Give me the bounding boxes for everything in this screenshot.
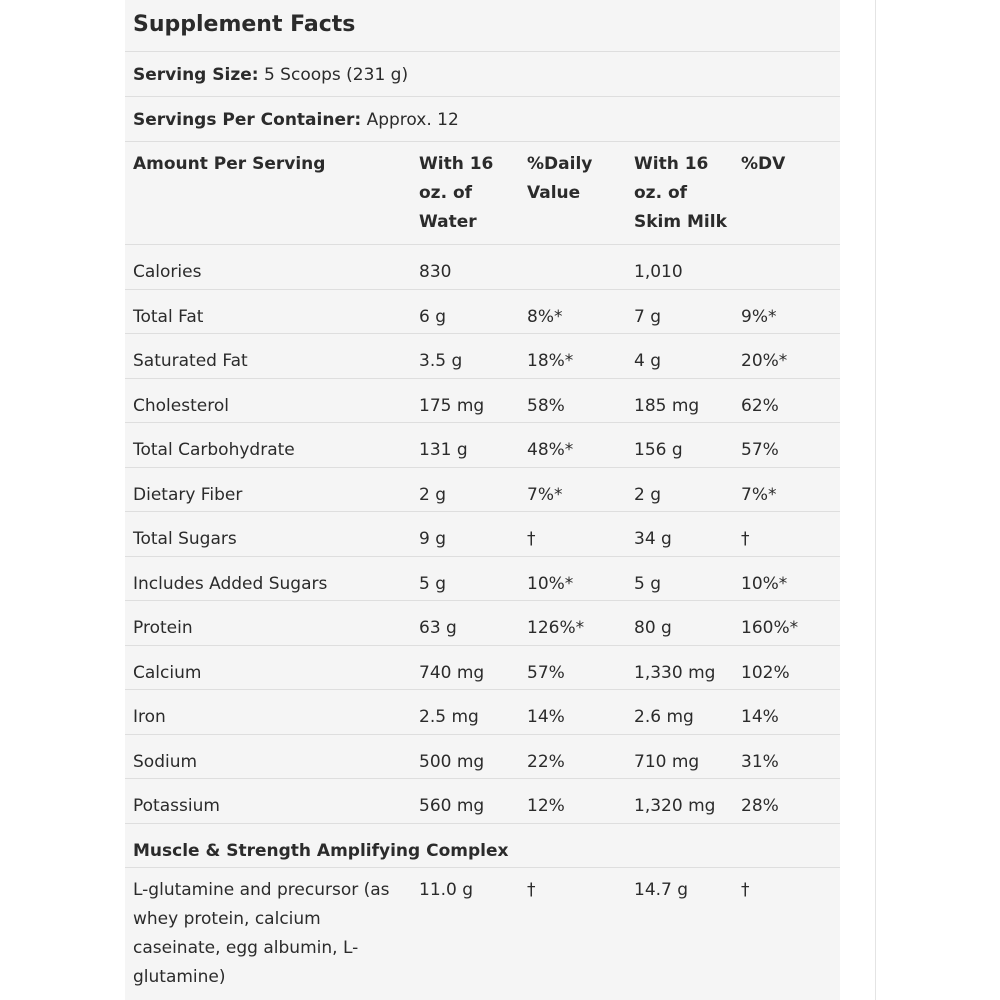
- header-amount-per-serving: Amount Per Serving: [133, 154, 326, 174]
- nutrient-name: Calcium: [133, 662, 202, 683]
- nutrient-rows: [125, 245, 840, 824]
- water-daily-value: 8%*: [527, 306, 563, 327]
- complex-milk-amount: 14.7 g: [634, 880, 689, 900]
- page-divider: [875, 0, 876, 1000]
- table-row: [125, 557, 840, 602]
- water-daily-value: †: [527, 529, 536, 549]
- table-row: [125, 690, 840, 735]
- milk-daily-value: 20%*: [741, 351, 788, 371]
- table-row: [125, 379, 840, 424]
- nutrient-name: Potassium: [133, 796, 220, 816]
- milk-daily-value: 9%*: [741, 306, 777, 327]
- nutrient-name: Dietary Fiber: [133, 484, 243, 505]
- water-amount: 500 mg: [419, 751, 485, 772]
- water-amount: 175 mg: [419, 395, 485, 416]
- water-amount: 560 mg: [419, 796, 485, 816]
- water-amount: 131 g: [419, 440, 468, 460]
- header-with-water: With 16 oz. of Water: [419, 154, 494, 232]
- milk-daily-value: 10%*: [741, 573, 788, 594]
- milk-amount: 5 g: [634, 573, 662, 594]
- table-row: [125, 601, 840, 646]
- header-daily-value: %Daily Value: [527, 154, 593, 203]
- nutrient-name: Cholesterol: [133, 395, 229, 416]
- servings-per-container-text: [133, 110, 459, 130]
- nutrient-name: Total Carbohydrate: [133, 440, 295, 460]
- nutrient-name: Total Fat: [133, 306, 204, 327]
- water-daily-value: 7%*: [527, 484, 563, 505]
- water-amount: 5 g: [419, 573, 447, 594]
- water-daily-value: 14%: [527, 707, 565, 727]
- nutrient-name: Calories: [133, 262, 202, 282]
- milk-amount: 185 mg: [634, 395, 700, 416]
- table-row: [125, 334, 840, 379]
- serving-size-label: Serving Size:: [133, 65, 259, 85]
- water-daily-value: 58%: [527, 395, 565, 416]
- water-daily-value: 22%: [527, 751, 565, 772]
- table-row: [125, 735, 840, 780]
- nutrient-name: Includes Added Sugars: [133, 573, 328, 594]
- nutrient-name: Iron: [133, 707, 166, 727]
- milk-daily-value: 31%: [741, 751, 779, 772]
- table-row: [125, 423, 840, 468]
- milk-daily-value: 62%: [741, 395, 779, 416]
- milk-daily-value: 28%: [741, 796, 779, 816]
- table-title: Supplement Facts: [133, 12, 356, 37]
- complex-ingredient-name: L-glutamine and precursor (as whey protein, calcium caseinate, egg albumin, L-glutamine): [133, 880, 390, 987]
- milk-amount: 80 g: [634, 618, 672, 638]
- water-amount: 6 g: [419, 306, 447, 327]
- water-amount: 2 g: [419, 484, 447, 505]
- serving-size-text: [133, 65, 408, 85]
- milk-amount: 2.6 mg: [634, 707, 694, 727]
- water-amount: 830: [419, 262, 452, 282]
- complex-milk-dv: †: [741, 880, 750, 900]
- serving-size-row: [125, 52, 840, 97]
- milk-amount: 710 mg: [634, 751, 700, 772]
- milk-amount: 7 g: [634, 306, 662, 327]
- water-amount: 63 g: [419, 618, 457, 638]
- milk-daily-value: 14%: [741, 707, 779, 727]
- serving-size-value: 5 Scoops (231 g): [258, 65, 409, 85]
- header-with-skim-milk: With 16 oz. of Skim Milk: [634, 154, 727, 232]
- water-amount: 3.5 g: [419, 351, 463, 371]
- column-header-row: [125, 142, 840, 245]
- water-daily-value: 10%*: [527, 573, 574, 594]
- nutrient-name: Total Sugars: [133, 529, 237, 549]
- table-row: [125, 245, 840, 290]
- milk-amount: 1,010: [634, 262, 683, 282]
- nutrient-name: Protein: [133, 618, 193, 638]
- table-row: [125, 779, 840, 824]
- title-row: [125, 0, 840, 52]
- water-daily-value: 48%*: [527, 440, 574, 460]
- milk-daily-value: 160%*: [741, 618, 799, 638]
- table-row: [125, 290, 840, 335]
- complex-water-dv: †: [527, 880, 536, 900]
- supplement-facts-table: [125, 0, 840, 1000]
- table-row: [125, 512, 840, 557]
- complex-water-amount: 11.0 g: [419, 880, 474, 900]
- milk-daily-value: †: [741, 529, 750, 549]
- servings-per-container-value: Approx. 12: [361, 110, 459, 130]
- water-amount: 740 mg: [419, 662, 485, 683]
- header-dv: %DV: [741, 154, 786, 174]
- nutrient-name: Sodium: [133, 751, 198, 772]
- nutrient-name: Saturated Fat: [133, 351, 248, 371]
- complex-row: [125, 868, 840, 1000]
- water-daily-value: 12%: [527, 796, 565, 816]
- milk-amount: 1,330 mg: [634, 662, 716, 683]
- water-daily-value: 57%: [527, 662, 565, 683]
- milk-amount: 4 g: [634, 351, 662, 371]
- section-header-row: [125, 824, 840, 869]
- water-amount: 9 g: [419, 529, 447, 549]
- milk-amount: 2 g: [634, 484, 662, 505]
- table-row: [125, 646, 840, 691]
- water-daily-value: 126%*: [527, 618, 585, 638]
- milk-daily-value: 7%*: [741, 484, 777, 505]
- milk-amount: 156 g: [634, 440, 683, 460]
- milk-amount: 1,320 mg: [634, 796, 716, 816]
- water-amount: 2.5 mg: [419, 707, 479, 727]
- milk-daily-value: 57%: [741, 440, 779, 460]
- servings-per-container-row: [125, 97, 840, 142]
- milk-amount: 34 g: [634, 529, 672, 549]
- water-daily-value: 18%*: [527, 351, 574, 371]
- servings-per-container-label: Servings Per Container:: [133, 110, 362, 130]
- table-row: [125, 468, 840, 513]
- milk-daily-value: 102%: [741, 662, 790, 683]
- section-title: Muscle & Strength Amplifying Complex: [133, 840, 509, 861]
